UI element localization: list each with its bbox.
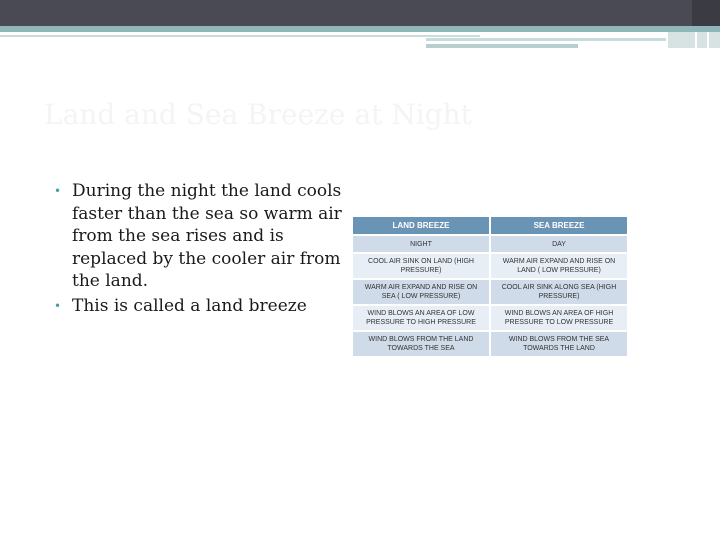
table-header-row (353, 217, 627, 235)
table-row (353, 331, 627, 356)
table-cell: WIND BLOWS FROM THE LAND TOWARDS THE SEA (353, 331, 490, 356)
slide-title: Land and Sea Breeze at Night (44, 98, 472, 131)
table-row (353, 305, 627, 331)
table-row (353, 279, 627, 305)
header-sea-breeze: SEA BREEZE (490, 217, 627, 235)
decor-corner-line (695, 32, 697, 48)
bullet-dot-icon: • (54, 184, 62, 198)
top-bar-accent (692, 0, 720, 26)
decor-corner-block (668, 32, 720, 48)
decor-corner-line (707, 32, 709, 48)
table-cell: NIGHT (353, 235, 490, 253)
decor-stripe (0, 35, 480, 37)
table-cell: WIND BLOWS FROM THE SEA TOWARDS THE LAND (490, 331, 627, 356)
table-cell: DAY (490, 235, 627, 253)
bullet-text: During the night the land cools faster than the sea so warm air from the sea rises and is replaced by the cooler air from the land. (72, 181, 342, 291)
decor-stripe (426, 38, 666, 41)
table-cell: COOL AIR SINK ALONG SEA (HIGH PRESSURE) (490, 279, 627, 305)
accent-line (0, 26, 720, 32)
bullet-item (54, 295, 354, 318)
table-row (353, 235, 627, 253)
table-cell: WIND BLOWS AN AREA OF HIGH PRESSURE TO LOW PRESSURE (490, 305, 627, 331)
table-cell: WARM AIR EXPAND AND RISE ON SEA ( LOW PRESSURE) (353, 279, 490, 305)
header-land-breeze: LAND BREEZE (353, 217, 490, 235)
table-cell: WIND BLOWS AN AREA OF LOW PRESSURE TO HIGH PRESSURE (353, 305, 490, 331)
decor-stripe (426, 44, 578, 48)
table-row (353, 253, 627, 279)
top-bar (0, 0, 720, 26)
breeze-comparison-table (353, 217, 627, 356)
bullet-dot-icon: • (54, 298, 62, 313)
table-cell: WARM AIR EXPAND AND RISE ON LAND ( LOW PRESSURE) (490, 253, 627, 279)
bullet-list (54, 180, 354, 319)
table-cell: COOL AIR SINK ON LAND (HIGH PRESSURE) (353, 253, 490, 279)
bullet-item (54, 180, 354, 293)
bullet-text: This is called a land breeze (72, 295, 307, 316)
